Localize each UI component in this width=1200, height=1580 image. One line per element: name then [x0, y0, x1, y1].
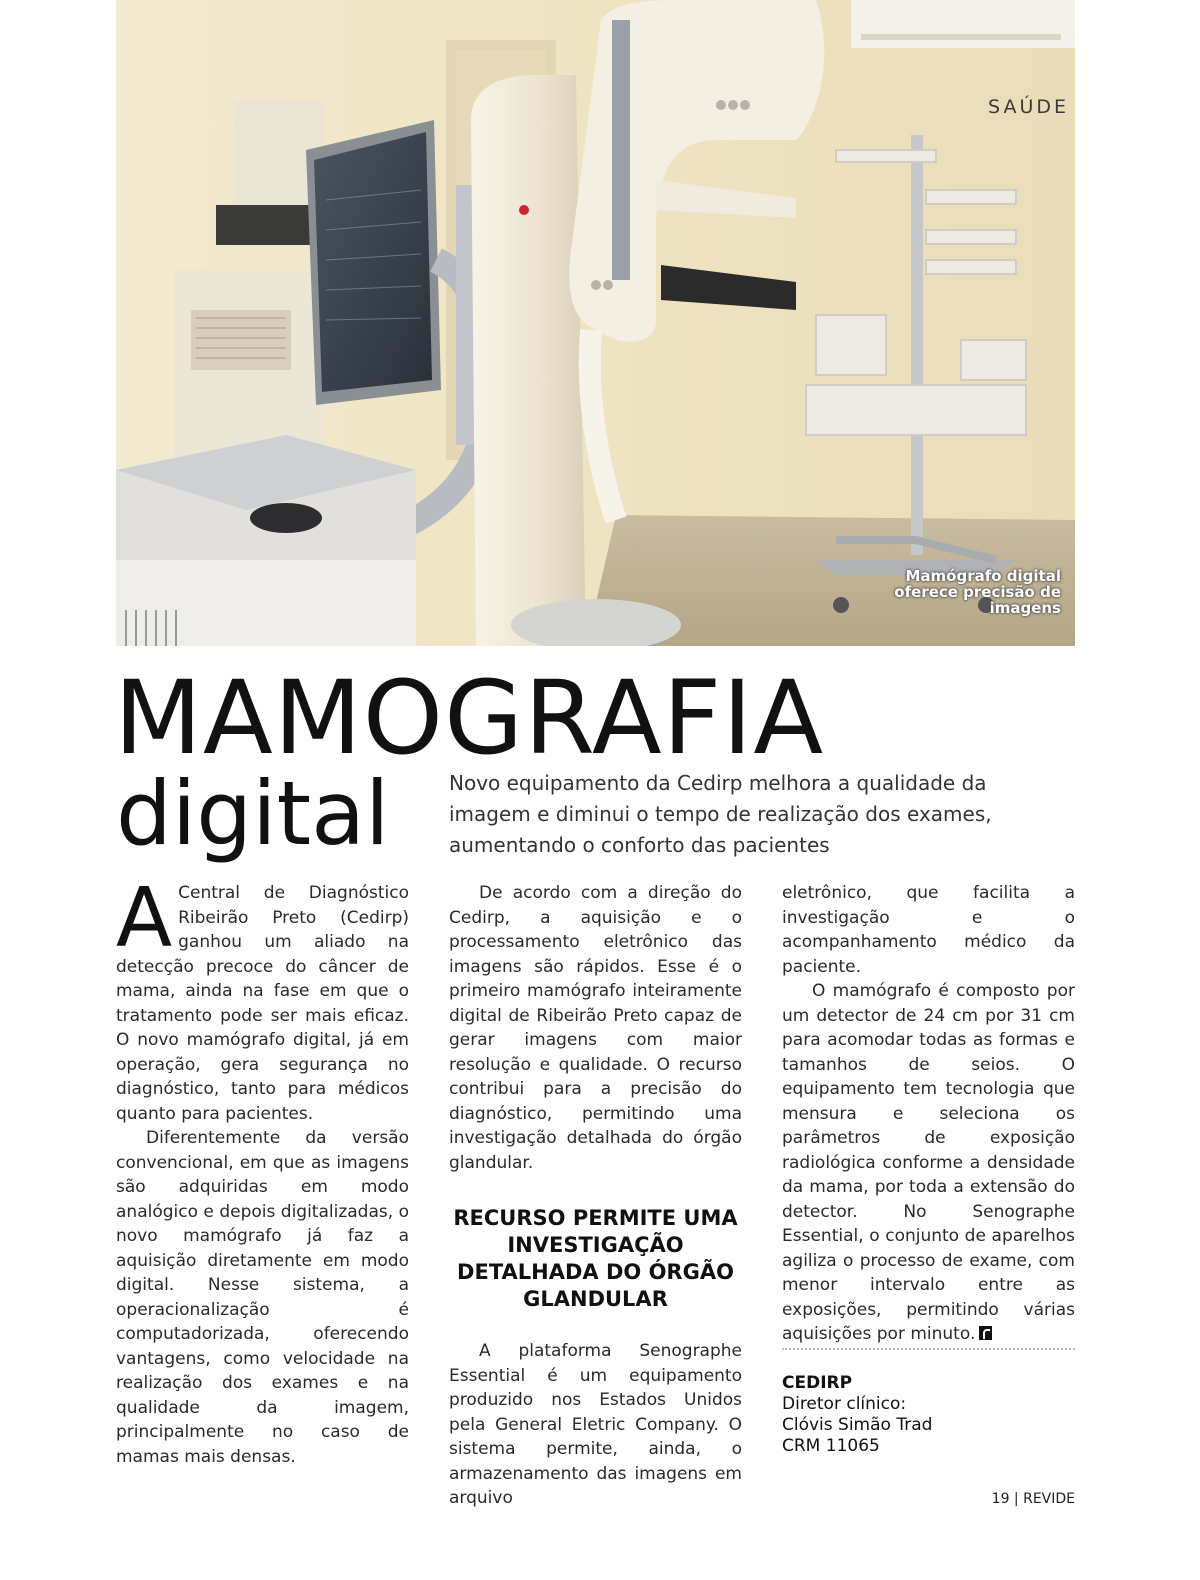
- body-column-2: [449, 881, 742, 1511]
- end-mark-icon: [979, 1326, 992, 1340]
- article-title-sub: digital: [116, 762, 390, 865]
- article-title: MAMOGRAFIA: [114, 659, 825, 778]
- credit-box: [782, 1373, 1075, 1457]
- credit-org: CEDIRP: [782, 1373, 853, 1393]
- subheading: RECURSO PERMITE UMA INVESTIGAÇÃO DETALHADA DO ÓRGÃO GLANDULAR: [453, 1206, 738, 1311]
- body-column-1: [116, 871, 409, 1469]
- body-column-3: [782, 881, 1075, 1347]
- credit-name: Clóvis Simão Trad: [782, 1415, 933, 1435]
- paragraph: [116, 871, 409, 1126]
- article-subtitle: Novo equipamento da Cedirp melhora a qualidade da imagem e diminui o tempo de realização dos exames, aumentando o conforto das pacientes: [449, 771, 992, 857]
- paragraph: De acordo com a direção do Cedirp, a aquisição e o processamento eletrônico das imagens são rápidos. Esse é o primeiro mamógrafo inteiramente digital de Ribeirão Preto capaz de gerar imagens com maior resolução e qualidade. O recurso contribui para a precisão do diagnóstico, permitindo uma investigação detalhada do órgão glandular.: [449, 883, 742, 1173]
- paragraph: [782, 979, 1075, 1347]
- drop-cap: A: [116, 871, 173, 966]
- section-label: SAÚDE: [988, 96, 1069, 118]
- paragraph: eletrônico, que facilita a investigação e o acompanhamento médico da paciente.: [782, 883, 1075, 977]
- credit-role: Diretor clínico:: [782, 1394, 907, 1414]
- paragraph: Diferentemente da versão convencional, em que as imagens são adquiridas em modo analógico e depois digitalizadas, o novo mamógrafo já faz a aquisição diretamente em modo digital. Nesse sistema, a operacionalização é computadorizada, oferecendo vantagens, como velocidade na realização dos exames e na qualidade da imagem, principalmente no caso de mamas mais densas.: [116, 1128, 409, 1467]
- photo-caption: Mamógrafo digital oferece precisão de imagens: [894, 567, 1061, 617]
- paragraph-text: O mamógrafo é composto por um detector de 24 cm por 31 cm para acomodar todas as formas e tamanhos de seios. O equipamento tem tecnologia que mensura e seleciona os parâmetros de exposição radiológica conforme a densidade da mama, por toda a extensão do detector. No Senographe Essential, o conjunto de aparelhos agiliza o processo de exame, com menor intervalo entre as exposições, permitindo várias aquisições por minuto.: [782, 981, 1075, 1344]
- page-footer: 19 | REVIDE: [991, 1491, 1075, 1507]
- paragraph: A plataforma Senographe Essential é um equipamento produzido nos Estados Unidos pela General Eletric Company. O sistema permite, ainda, o armazenamento das imagens em arquivo: [449, 1341, 742, 1508]
- mammography-room-illustration: [116, 0, 1075, 646]
- paragraph-text: Central de Diagnóstico Ribeirão Preto (Cedirp) ganhou um aliado na detecção precoce do câncer de mama, ainda na fase em que o tratamento pode ser mais eficaz. O novo mamógrafo digital, já em operação, gera segurança no diagnóstico, tanto para médicos quanto para pacientes.: [116, 883, 409, 1124]
- credit-crm: CRM 11065: [782, 1436, 880, 1456]
- divider: [782, 1348, 1075, 1350]
- article-photo: [116, 0, 1075, 646]
